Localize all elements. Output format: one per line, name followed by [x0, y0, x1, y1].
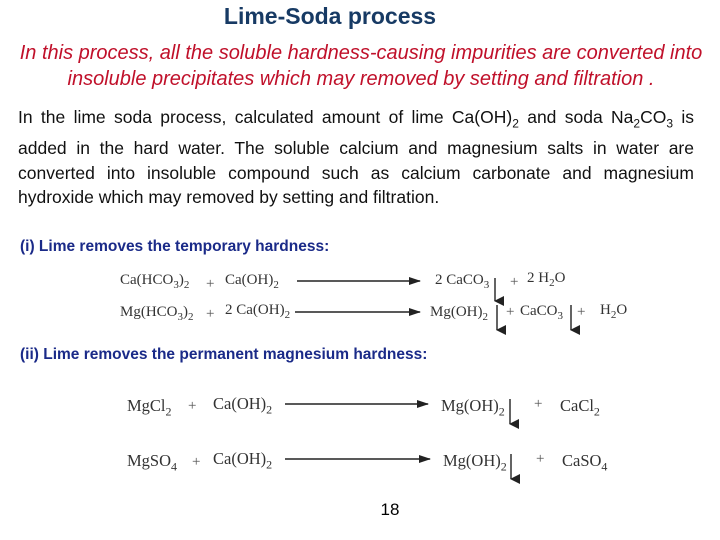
s1-eq2-plus2: + — [506, 304, 515, 320]
s1-eq2-product3: $H_2O$ — [600, 302, 628, 321]
s1-eq2-reactant1: $Mg(HCO_3)_2$ — [120, 304, 194, 323]
s2-eq1-plus2: + — [534, 396, 543, 412]
section-heading-permanent: (ii) Lime removes the permanent magnesium hardness: — [20, 346, 428, 363]
body-paragraph: In the lime soda process, calculated amount of lime $Ca(OH)_2$ and soda $Na_2CO_3$ is added in the hard water. The soluble calcium and magnesium salts in water are converted into insoluble compound such as calcium carbonate and magnesium hydroxide which may removed by setting and filtration. — [18, 107, 694, 207]
s2-eq1-product1: $Mg(OH)_2$ — [441, 396, 505, 419]
s2-eq1-plus1: + — [188, 398, 197, 414]
page-number: 18 — [380, 500, 400, 519]
s2-eq2-reactant1: MgSO$_4$ — [127, 451, 178, 474]
s1-eq2-product2: CaCO$_3$ — [520, 303, 563, 322]
intro-text: In this process, all the soluble hardness-causing impurities are converted into insoluble precipitates which may removed by setting and filtration . — [19, 42, 703, 90]
s2-eq1-reactant1: MgCl$_2$ — [127, 396, 172, 419]
s2-eq2-plus2: + — [536, 451, 545, 467]
s1-eq1-plus2: + — [510, 274, 519, 290]
s2-eq1-reactant2: $Ca(OH)_2$ — [213, 394, 273, 417]
s2-eq2-plus1: + — [192, 454, 201, 470]
s2-eq1-product2: CaCl$_2$ — [560, 396, 600, 419]
s1-eq1-plus1: + — [206, 276, 215, 292]
section-heading-temporary: (i) Lime removes the temporary hardness: — [20, 238, 330, 255]
s1-eq1-product2: 2 $H_2O$ — [527, 270, 566, 289]
s2-eq2-product2: CaSO$_4$ — [562, 451, 608, 474]
s2-eq2-reactant2: $Ca(OH)_2$ — [213, 449, 273, 472]
s1-eq2-product1: $Mg(OH)_2$ — [430, 304, 488, 323]
s1-eq2-plus3: + — [577, 304, 586, 320]
page-title: Lime-Soda process — [223, 3, 437, 29]
s1-eq2-reactant2: 2 $Ca(OH)_2$ — [225, 302, 291, 321]
s1-eq1-product1: 2 CaCO$_3$ — [435, 272, 490, 291]
s2-eq2-product1: $Mg(OH)_2$ — [443, 451, 507, 474]
s1-eq1-reactant2: $Ca(OH)_2$ — [225, 272, 279, 291]
s1-eq1-reactant1: $Ca(HCO_3)_2$ — [120, 272, 190, 291]
s1-eq2-plus1: + — [206, 306, 215, 322]
